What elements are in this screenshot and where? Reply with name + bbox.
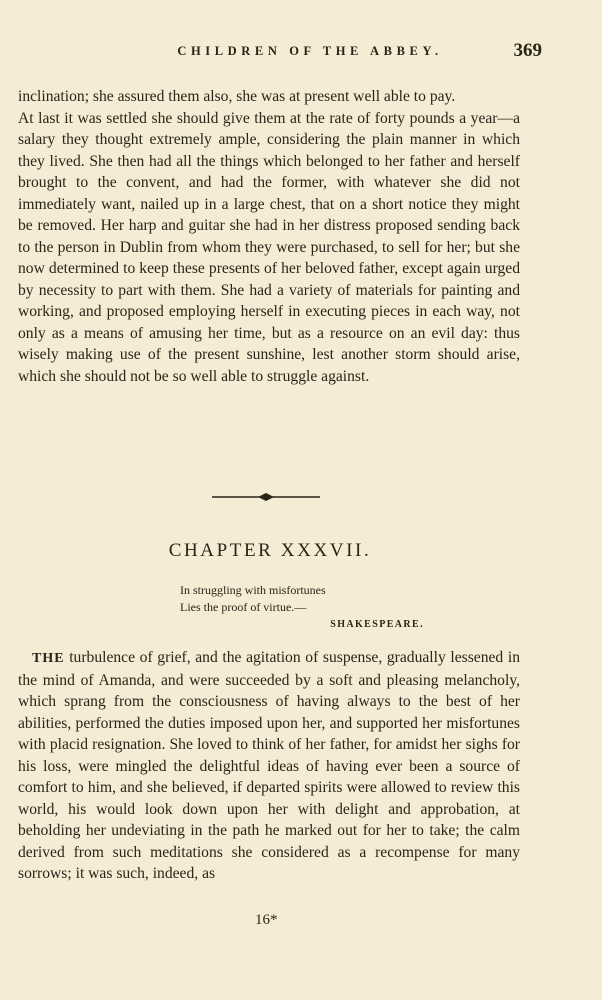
epigraph-line: Lies the proof of virtue.— xyxy=(180,600,307,614)
running-title: CHILDREN OF THE ABBEY. xyxy=(177,44,443,58)
paragraph: At last it was settled she should give them at the rate of forty pounds a year—a salary they thought extremely ample, considering the plain manner in which they lived. She then had all the things which belonged to her father and herself brought to the convent, and had the former, with whatever she did not immediately want, nailed up in a large chest, that on a short notice they might be removed. Her harp and guitar she had in her distress proposed sending back to the person in Dublin from whom they were purchased, to sell for her; but she now determined to keep these presents of her beloved father, except again urged by necessity to part with them. She had a variety of materials for painting and working, and proposed employing herself in executing pieces in each way, not only as a means of amusing her time, but as a resource on an evil day: thus wisely making use of the present sunshine, lest another storm should arise, which she should not be so well able to struggle against. xyxy=(18,109,520,385)
opening-word: THE xyxy=(32,651,65,666)
signature-mark: 16* xyxy=(255,912,278,928)
epigraph-attribution: SHAKESPEARE. xyxy=(330,619,424,630)
paragraph-continued: inclination; she assured them also, she was at present well able to pay. xyxy=(18,88,456,105)
epigraph-line: In struggling with misfortunes xyxy=(180,583,326,597)
paragraph-text: turbulence of grief, and the agitation of suspense, gradually lessened in the mind of Amanda, and were succeeded by a soft and pleasing melancholy, which sprang from the consciousness of having always to the best of her abilities, performed the duties imposed upon her, and supported her misfortunes with placid resignation. She loved to think of her father, for amidst her sighs for his loss, were mingled the delightful ideas of having ever been a source of comfort to him, and she believed, if departed spirits were allowed to review this world, his would look down upon her with delight and approbation, at beholding her undeviating in the path he marked out for her to take; the calm derived from such meditations she considered as a recompense for many sorrows; it was such, indeed, as xyxy=(18,649,520,882)
chapter-title: CHAPTER XXXVII. xyxy=(168,540,372,561)
chapter-body xyxy=(18,647,520,885)
paragraph xyxy=(18,647,520,885)
section-continuation xyxy=(18,86,520,387)
epigraph xyxy=(180,582,424,633)
page-number: 369 xyxy=(513,40,542,61)
ornamental-divider xyxy=(212,492,320,502)
